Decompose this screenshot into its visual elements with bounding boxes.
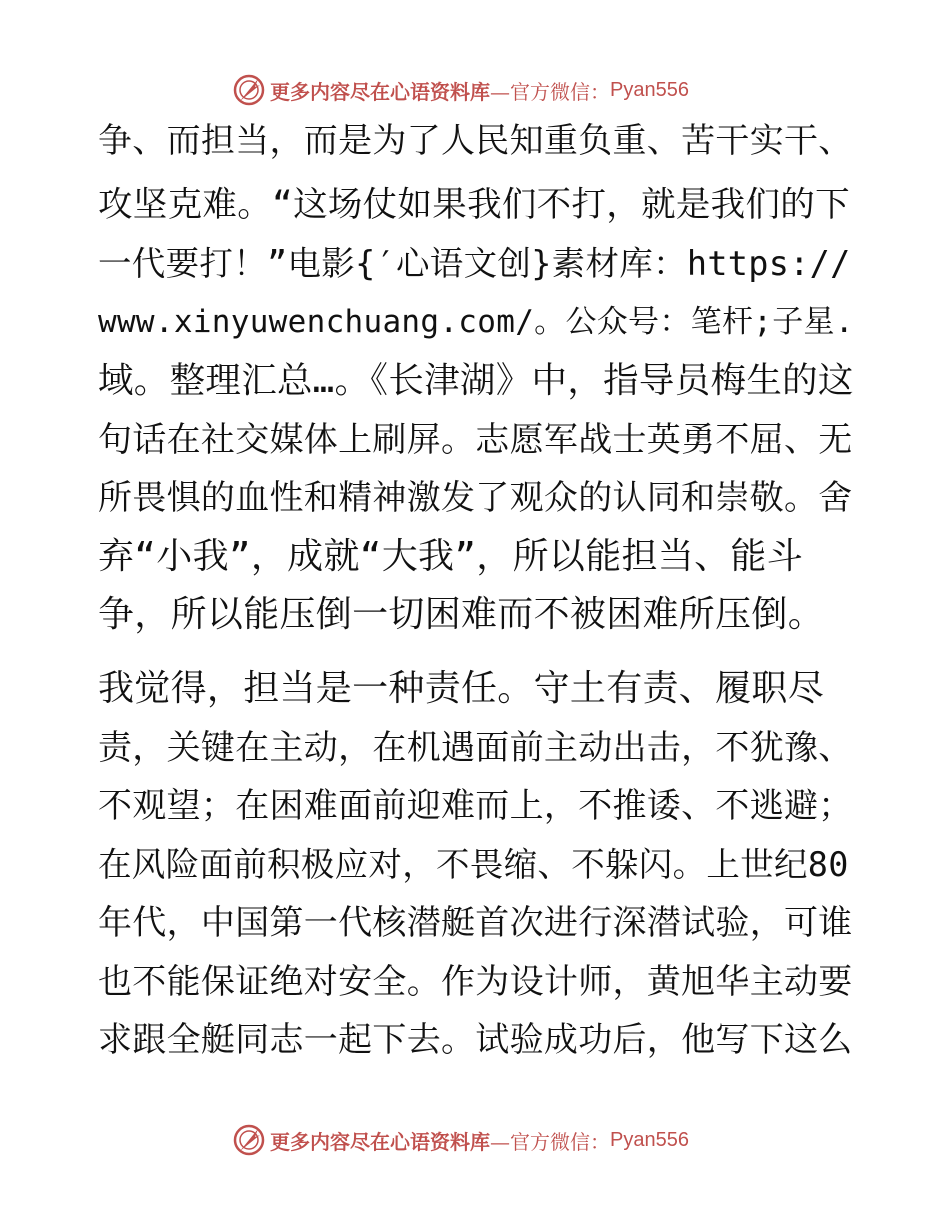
header-banner xyxy=(232,72,689,108)
quill-logo-icon xyxy=(232,73,266,107)
paragraph1-line: 弃“小我”，成就“大我”，所以能担当、能斗 xyxy=(98,536,803,577)
paragraph1-line: 一代要打！”电影{′心语文创}素材库：https:// xyxy=(98,244,851,283)
paragraph1-line: 域。整理汇总…。《长津湖》中，指导员梅生的这 xyxy=(98,360,854,401)
paragraph2-line: 年代，中国第一代核潜艇首次进行深潜试验，可谁 xyxy=(98,903,853,943)
header-wechat-id: Pyan556 xyxy=(610,78,689,101)
paragraph2-line: 也不能保证绝对安全。作为设计师，黄旭华主动要 xyxy=(98,962,853,1002)
paragraph1-line: 所畏惧的血性和精神激发了观众的认同和崇敬。舍 xyxy=(98,478,853,518)
footer-banner xyxy=(232,1122,689,1158)
paragraph2-line: 在风险面前积极应对，不畏缩、不躲闪。上世纪80 xyxy=(98,845,849,884)
header-banner-separator: —官方微信： xyxy=(490,79,610,104)
header-banner-title: 更多内容尽在心语资料库 xyxy=(270,79,490,104)
paragraph2-line: 责，关键在主动，在机遇面前主动出击，不犹豫、 xyxy=(98,728,853,768)
footer-banner-separator: —官方微信： xyxy=(490,1129,610,1154)
quill-logo-icon xyxy=(232,1123,266,1157)
paragraph2-line: 求跟全艇同志一起下去。试验成功后，他写下这么 xyxy=(98,1020,853,1060)
paragraph1-line: 句话在社交媒体上刷屏。志愿军战士英勇不屈、无 xyxy=(98,420,853,460)
paragraph1-line: 争、而担当，而是为了人民知重负重、苦干实干、 xyxy=(98,121,853,161)
paragraph2-line: 我觉得，担当是一种责任。守土有责、履职尽 xyxy=(98,668,825,709)
paragraph2-line: 不观望；在困难面前迎难而上，不推诿、不逃避； xyxy=(98,786,853,826)
paragraph1-line: 争，所以能压倒一切困难而不被困难所压倒。 xyxy=(98,594,825,635)
paragraph1-line: www.xinyuwenchuang.com/。公众号：笔杆;子星. xyxy=(98,304,854,340)
footer-banner-title: 更多内容尽在心语资料库 xyxy=(270,1129,490,1154)
paragraph1-line: 攻坚克难。“这场仗如果我们不打，就是我们的下 xyxy=(98,185,850,225)
footer-wechat-id: Pyan556 xyxy=(610,1128,689,1151)
